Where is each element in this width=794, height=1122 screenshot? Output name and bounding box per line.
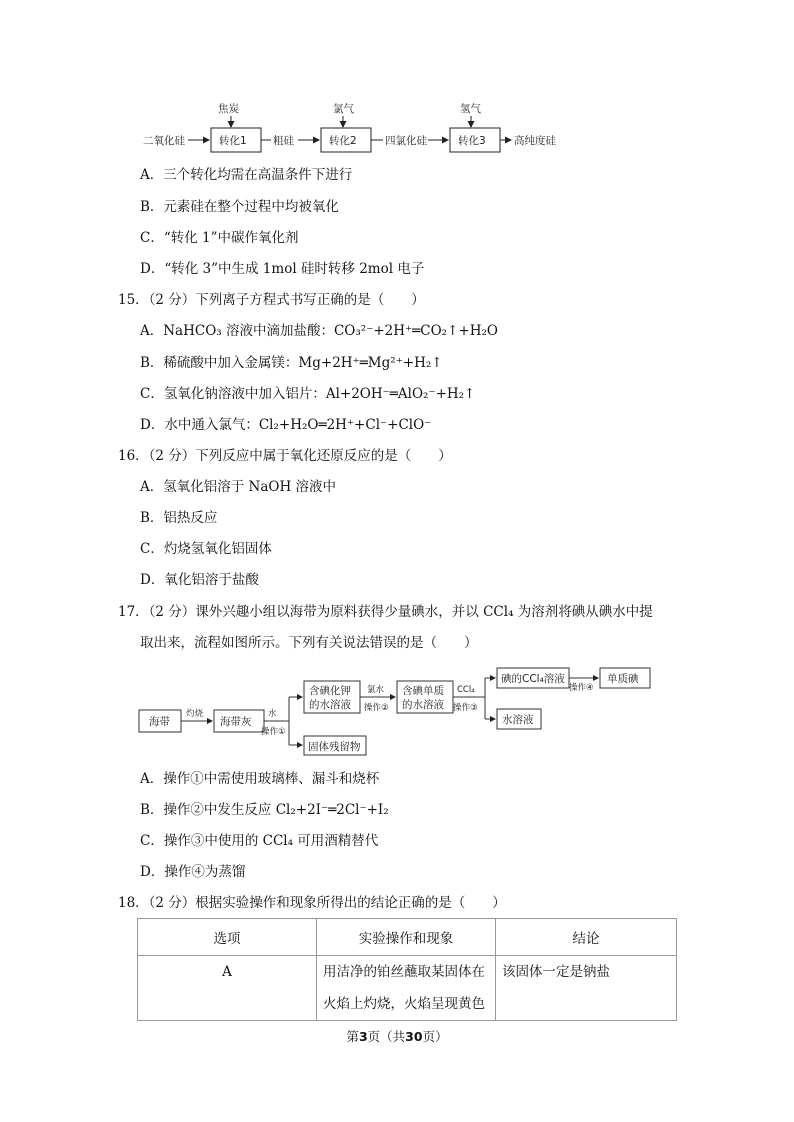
q17-option-d: D．操作④为蒸馏 [140, 864, 246, 880]
q15-option-d: D．水中通入氯气：Cl₂+H₂O═2H⁺+Cl⁻+ClO⁻ [140, 417, 432, 433]
q15-stem: 15．（2 分）下列离子方程式书写正确的是（ ） [118, 292, 425, 308]
q17-stem-line2: 取出来，流程如图所示。下列有关说法错误的是（ ） [140, 635, 478, 651]
flow-reagent2-label: 氯气 [333, 103, 354, 115]
row-a-operation: 用洁净的铂丝蘸取某固体在火焰上灼烧，火焰呈现黄色 [317, 956, 496, 1021]
footer-middle: 页（共 [367, 1029, 406, 1044]
q14-option-b: B．元素硅在整个过程中均被氧化 [140, 199, 339, 215]
footer-total: 30 [405, 1029, 423, 1044]
header-conclusion: 结论 [496, 919, 677, 956]
iodine-line1: 含碘单质 [402, 685, 444, 697]
footer-page: 3 [358, 1029, 368, 1044]
q17-option-b: B．操作②中发生反应 Cl₂+2I⁻═2Cl⁻+I₂ [140, 802, 389, 818]
q18-stem: 18．（2 分）根据实验操作和现象所得出的结论正确的是（ ） [118, 895, 506, 911]
q16-option-d: D．氧化铝溶于盐酸 [140, 572, 259, 588]
ki-line1: 含碘化钾 [309, 685, 351, 697]
iodine-extraction-flowchart [0, 662, 794, 762]
q14-option-c: C．“转化 1”中碳作氧化剂 [140, 230, 299, 246]
q16-option-b: B．铝热反应 [140, 510, 218, 526]
q16-option-c: C．灼烧氢氧化铝固体 [140, 541, 272, 557]
table-row [138, 956, 677, 1021]
q14-option-d: D．“转化 3”中生成 1mol 硅时转移 2mol 电子 [140, 261, 425, 277]
ki-line2: 的水溶液 [309, 699, 351, 711]
burn-label: 灼烧 [186, 709, 204, 719]
chlorine-water-label: 氯水 [367, 685, 385, 695]
table-header-row [138, 919, 677, 956]
header-option: 选项 [138, 919, 317, 956]
flow-input-label: 二氧化硅 [143, 135, 185, 147]
flow-reagent1-label: 焦炭 [218, 103, 239, 115]
q14-option-a: A．三个转化均需在高温条件下进行 [140, 167, 353, 183]
op1-label: 操作① [261, 727, 286, 737]
iodine-line2: 的水溶液 [402, 699, 444, 711]
flow-box1-label: 转化1 [219, 135, 247, 147]
ash-label: 海带灰 [220, 716, 252, 728]
flow-mid1-label: 粗硅 [273, 135, 294, 147]
residue-label: 固体残留物 [308, 741, 361, 753]
row-a-option: A [138, 956, 317, 1021]
footer-suffix: 页） [422, 1029, 448, 1044]
header-operation: 实验操作和现象 [317, 919, 496, 956]
ccl4-label: CCl₄ [457, 685, 475, 695]
q15-option-b: B．稀硫酸中加入金属镁：Mg+2H⁺═Mg²⁺+H₂↑ [140, 355, 443, 371]
q16-stem: 16．（2 分）下列反应中属于氧化还原反应的是（ ） [118, 448, 452, 464]
seaweed-label: 海带 [149, 716, 170, 728]
op4-label: 操作④ [569, 683, 594, 693]
flow-box2-label: 转化2 [329, 135, 357, 147]
ccl4-solution-label: 碘的CCl₄溶液 [501, 673, 565, 685]
footer-prefix: 第 [346, 1029, 359, 1044]
elemental-iodine-label: 单质碘 [607, 673, 639, 685]
q15-option-c: C．氢氧化钠溶液中加入铝片：Al+2OH⁻═AlO₂⁻+H₂↑ [140, 386, 476, 402]
q15-option-a: A．NaHCO₃ 溶液中滴加盐酸：CO₃²⁻+2H⁺═CO₂↑+H₂O [140, 323, 498, 339]
q17-stem-line1: 17．（2 分）课外兴趣小组以海带为原料获得少量碘水，并以 CCl₄ 为溶剂将碘从碘水中提 [118, 604, 653, 620]
op2-label: 操作② [364, 703, 389, 713]
flow-mid2-label: 四氯化硅 [385, 135, 427, 147]
op3-label: 操作③ [453, 703, 478, 713]
page-footer [0, 1027, 794, 1045]
row-a-conclusion: 该固体一定是钠盐 [496, 956, 677, 1021]
silicon-process-flowchart [0, 95, 794, 255]
q17-option-c: C．操作③中使用的 CCl₄ 可用酒精替代 [140, 833, 379, 849]
q17-option-a: A．操作①中需使用玻璃棒、漏斗和烧杯 [140, 771, 380, 787]
flow-reagent3-label: 氢气 [460, 103, 481, 115]
flow-output-label: 高纯度硅 [514, 135, 556, 147]
water-label: 水 [268, 709, 277, 719]
q16-option-a: A．氢氧化铝溶于 NaOH 溶液中 [140, 479, 337, 495]
q18-table [137, 918, 677, 1021]
flow-box3-label: 转化3 [458, 135, 486, 147]
aqueous-label: 水溶液 [502, 714, 534, 726]
